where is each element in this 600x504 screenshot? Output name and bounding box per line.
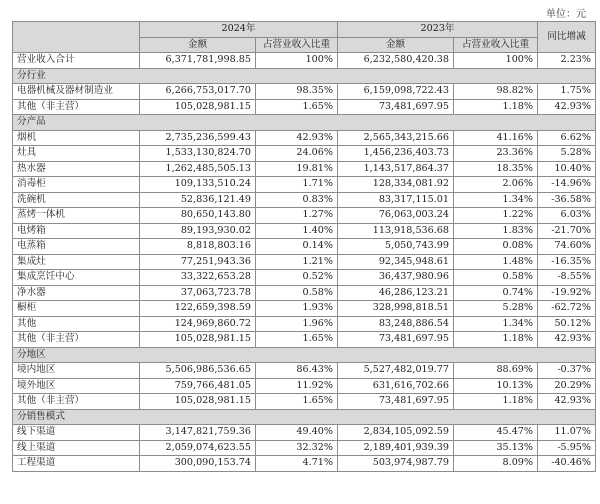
table-row	[13, 208, 596, 224]
ratio-2024-cell: 98.35%	[256, 84, 338, 100]
amount-2023-cell: 2,834,105,092.59	[338, 425, 454, 441]
yoy-cell: 6.03%	[538, 208, 596, 224]
header-amount-2024: 金额	[140, 37, 256, 53]
table-row	[13, 177, 596, 193]
row-label-cell: 境内地区	[13, 363, 140, 379]
table-row	[13, 84, 596, 100]
yoy-cell: -0.37%	[538, 363, 596, 379]
ratio-2023-cell: 23.36%	[454, 146, 538, 162]
ratio-2023-cell: 98.82%	[454, 84, 538, 100]
header-blank-cell	[13, 22, 140, 53]
section-label: 分产品	[13, 115, 596, 131]
section-row	[13, 347, 596, 363]
amount-2023-cell: 92,345,948.61	[338, 254, 454, 270]
header-amount-2023: 金额	[338, 37, 454, 53]
row-label-cell: 净水器	[13, 285, 140, 301]
yoy-cell: 1.75%	[538, 84, 596, 100]
table-row	[13, 99, 596, 115]
amount-2023-cell: 83,317,115.01	[338, 192, 454, 208]
ratio-2023-cell: 0.58%	[454, 270, 538, 286]
amount-2023-cell: 36,437,980.96	[338, 270, 454, 286]
header-2024: 2024年	[140, 22, 338, 38]
amount-2023-cell: 113,918,536.68	[338, 223, 454, 239]
row-label-cell: 营业收入合计	[13, 53, 140, 69]
revenue-table	[12, 21, 596, 472]
amount-2023-cell: 328,998,818.51	[338, 301, 454, 317]
yoy-cell: 5.28%	[538, 146, 596, 162]
ratio-2024-cell: 1.96%	[256, 316, 338, 332]
ratio-2024-cell: 0.52%	[256, 270, 338, 286]
yoy-cell: 74.60%	[538, 239, 596, 255]
ratio-2023-cell: 18.35%	[454, 161, 538, 177]
table-row	[13, 363, 596, 379]
ratio-2024-cell: 1.65%	[256, 394, 338, 410]
amount-2023-cell: 2,565,343,215.66	[338, 130, 454, 146]
row-label-cell: 蒸烤一体机	[13, 208, 140, 224]
row-label-cell: 其他（非主营）	[13, 394, 140, 410]
amount-2024-cell: 122,659,398.59	[140, 301, 256, 317]
ratio-2023-cell: 1.18%	[454, 394, 538, 410]
ratio-2024-cell: 0.14%	[256, 239, 338, 255]
table-row	[13, 425, 596, 441]
section-label: 分行业	[13, 68, 596, 84]
ratio-2023-cell: 1.18%	[454, 332, 538, 348]
ratio-2024-cell: 19.81%	[256, 161, 338, 177]
table-row	[13, 239, 596, 255]
amount-2024-cell: 759,766,481.05	[140, 378, 256, 394]
ratio-2024-cell: 24.06%	[256, 146, 338, 162]
amount-2023-cell: 1,143,517,864.37	[338, 161, 454, 177]
ratio-2024-cell: 86.43%	[256, 363, 338, 379]
table-row	[13, 223, 596, 239]
section-row	[13, 115, 596, 131]
amount-2023-cell: 73,481,697.95	[338, 332, 454, 348]
amount-2023-cell: 76,063,003.24	[338, 208, 454, 224]
ratio-2023-cell: 1.34%	[454, 316, 538, 332]
yoy-cell: 6.62%	[538, 130, 596, 146]
header-yoy: 同比增减	[538, 22, 596, 53]
ratio-2024-cell: 4.71%	[256, 456, 338, 472]
row-label-cell: 电器机械及器材制造业	[13, 84, 140, 100]
header-2023: 2023年	[338, 22, 538, 38]
ratio-2024-cell: 1.27%	[256, 208, 338, 224]
header-ratio-2024: 占营业收入比重	[256, 37, 338, 53]
table-row	[13, 270, 596, 286]
ratio-2023-cell: 1.18%	[454, 99, 538, 115]
total-row	[13, 53, 596, 69]
yoy-cell: -8.55%	[538, 270, 596, 286]
ratio-2024-cell: 1.21%	[256, 254, 338, 270]
yoy-cell: 2.23%	[538, 53, 596, 69]
ratio-2024-cell: 100%	[256, 53, 338, 69]
yoy-cell: -40.46%	[538, 456, 596, 472]
ratio-2023-cell: 1.34%	[454, 192, 538, 208]
table-row	[13, 301, 596, 317]
yoy-cell: 42.93%	[538, 394, 596, 410]
amount-2023-cell: 73,481,697.95	[338, 99, 454, 115]
row-label-cell: 其他（非主营）	[13, 332, 140, 348]
row-label-cell: 集成烹饪中心	[13, 270, 140, 286]
amount-2024-cell: 105,028,981.15	[140, 332, 256, 348]
amount-2024-cell: 52,836,121.49	[140, 192, 256, 208]
yoy-cell: -14.96%	[538, 177, 596, 193]
row-label-cell: 其他（非主营）	[13, 99, 140, 115]
table-row	[13, 332, 596, 348]
amount-2024-cell: 1,262,485,505.13	[140, 161, 256, 177]
ratio-2023-cell: 1.48%	[454, 254, 538, 270]
amount-2024-cell: 124,969,860.72	[140, 316, 256, 332]
ratio-2024-cell: 1.71%	[256, 177, 338, 193]
ratio-2023-cell: 41.16%	[454, 130, 538, 146]
amount-2024-cell: 37,063,723.78	[140, 285, 256, 301]
amount-2023-cell: 503,974,987.79	[338, 456, 454, 472]
amount-2024-cell: 33,322,653.28	[140, 270, 256, 286]
ratio-2023-cell: 0.74%	[454, 285, 538, 301]
section-row	[13, 409, 596, 425]
table-row	[13, 285, 596, 301]
amount-2024-cell: 2,735,236,599.43	[140, 130, 256, 146]
amount-2024-cell: 80,650,143.80	[140, 208, 256, 224]
yoy-cell: -16.35%	[538, 254, 596, 270]
ratio-2024-cell: 1.65%	[256, 99, 338, 115]
amount-2024-cell: 6,371,781,998.85	[140, 53, 256, 69]
row-label-cell: 灶具	[13, 146, 140, 162]
ratio-2024-cell: 0.58%	[256, 285, 338, 301]
row-label-cell: 线上渠道	[13, 440, 140, 456]
ratio-2024-cell: 42.93%	[256, 130, 338, 146]
table-row	[13, 161, 596, 177]
ratio-2023-cell: 0.08%	[454, 239, 538, 255]
table-row	[13, 254, 596, 270]
row-label-cell: 电蒸箱	[13, 239, 140, 255]
amount-2024-cell: 2,059,074,623.55	[140, 440, 256, 456]
ratio-2023-cell: 88.69%	[454, 363, 538, 379]
amount-2024-cell: 89,193,930.02	[140, 223, 256, 239]
table-row	[13, 146, 596, 162]
amount-2023-cell: 1,456,236,403.73	[338, 146, 454, 162]
row-label-cell: 烟机	[13, 130, 140, 146]
amount-2023-cell: 2,189,401,939.39	[338, 440, 454, 456]
row-label-cell: 热水器	[13, 161, 140, 177]
table-row	[13, 316, 596, 332]
amount-2024-cell: 1,533,130,824.70	[140, 146, 256, 162]
section-row	[13, 68, 596, 84]
amount-2024-cell: 5,506,986,536.65	[140, 363, 256, 379]
row-label-cell: 境外地区	[13, 378, 140, 394]
ratio-2023-cell: 1.83%	[454, 223, 538, 239]
amount-2024-cell: 109,133,510.24	[140, 177, 256, 193]
yoy-cell: 42.93%	[538, 332, 596, 348]
ratio-2023-cell: 2.06%	[454, 177, 538, 193]
table-row	[13, 456, 596, 472]
row-label-cell: 工程渠道	[13, 456, 140, 472]
row-label-cell: 消毒柜	[13, 177, 140, 193]
yoy-cell: -36.58%	[538, 192, 596, 208]
yoy-cell: -62.72%	[538, 301, 596, 317]
row-label-cell: 橱柜	[13, 301, 140, 317]
amount-2023-cell: 6,159,098,722.43	[338, 84, 454, 100]
yoy-cell: 11.07%	[538, 425, 596, 441]
amount-2023-cell: 83,248,886.54	[338, 316, 454, 332]
yoy-cell: 42.93%	[538, 99, 596, 115]
row-label-cell: 集成灶	[13, 254, 140, 270]
header-row-years	[13, 22, 596, 38]
ratio-2024-cell: 1.65%	[256, 332, 338, 348]
amount-2023-cell: 128,334,081.92	[338, 177, 454, 193]
ratio-2023-cell: 45.47%	[454, 425, 538, 441]
yoy-cell: -19.92%	[538, 285, 596, 301]
ratio-2023-cell: 1.22%	[454, 208, 538, 224]
amount-2024-cell: 300,090,153.74	[140, 456, 256, 472]
header-ratio-2023: 占营业收入比重	[454, 37, 538, 53]
amount-2023-cell: 5,050,743.99	[338, 239, 454, 255]
row-label-cell: 其他	[13, 316, 140, 332]
amount-2023-cell: 73,481,697.95	[338, 394, 454, 410]
ratio-2024-cell: 32.32%	[256, 440, 338, 456]
ratio-2023-cell: 100%	[454, 53, 538, 69]
ratio-2023-cell: 35.13%	[454, 440, 538, 456]
ratio-2024-cell: 1.40%	[256, 223, 338, 239]
ratio-2024-cell: 1.93%	[256, 301, 338, 317]
table-row	[13, 192, 596, 208]
amount-2024-cell: 105,028,981.15	[140, 99, 256, 115]
yoy-cell: -5.95%	[538, 440, 596, 456]
row-label-cell: 洗碗机	[13, 192, 140, 208]
ratio-2023-cell: 5.28%	[454, 301, 538, 317]
section-label: 分销售模式	[13, 409, 596, 425]
unit-label: 单位：元	[546, 9, 586, 20]
table-row	[13, 130, 596, 146]
amount-2023-cell: 6,232,580,420.38	[338, 53, 454, 69]
yoy-cell: 50.12%	[538, 316, 596, 332]
section-label: 分地区	[13, 347, 596, 363]
row-label-cell: 电烤箱	[13, 223, 140, 239]
amount-2023-cell: 46,286,123.21	[338, 285, 454, 301]
ratio-2024-cell: 49.40%	[256, 425, 338, 441]
ratio-2023-cell: 10.13%	[454, 378, 538, 394]
amount-2024-cell: 77,251,943.36	[140, 254, 256, 270]
ratio-2024-cell: 11.92%	[256, 378, 338, 394]
amount-2024-cell: 105,028,981.15	[140, 394, 256, 410]
amount-2024-cell: 6,266,753,017.70	[140, 84, 256, 100]
amount-2024-cell: 8,818,803.16	[140, 239, 256, 255]
yoy-cell: -21.70%	[538, 223, 596, 239]
yoy-cell: 10.40%	[538, 161, 596, 177]
ratio-2024-cell: 0.83%	[256, 192, 338, 208]
table-row	[13, 394, 596, 410]
amount-2023-cell: 631,616,702.66	[338, 378, 454, 394]
yoy-cell: 20.29%	[538, 378, 596, 394]
row-label-cell: 线下渠道	[13, 425, 140, 441]
amount-2024-cell: 3,147,821,759.36	[140, 425, 256, 441]
table-row	[13, 440, 596, 456]
amount-2023-cell: 5,527,482,019.77	[338, 363, 454, 379]
ratio-2023-cell: 8.09%	[454, 456, 538, 472]
table-row	[13, 378, 596, 394]
